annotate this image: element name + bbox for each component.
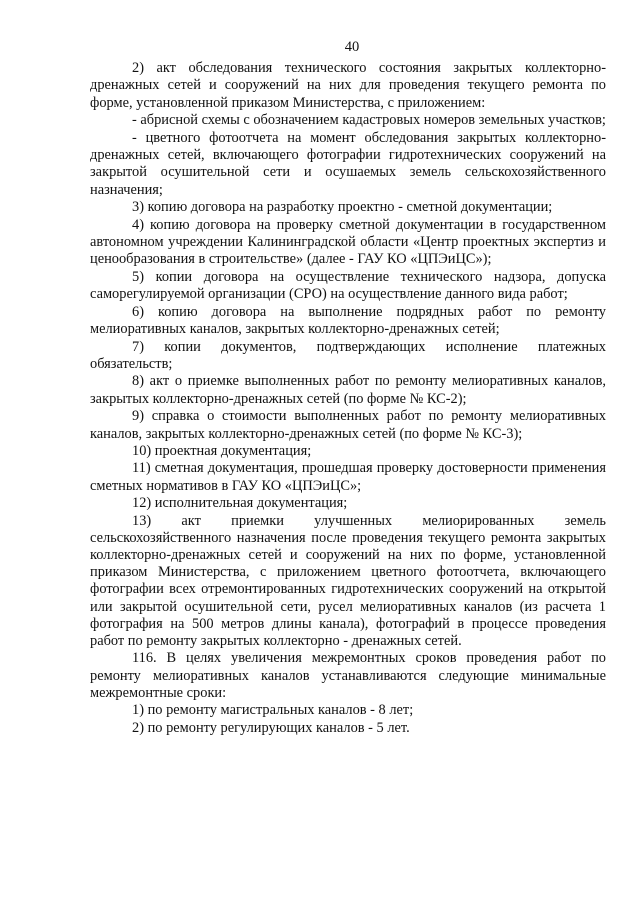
paragraph-item-7: 7) копии документов, подтверждающих исполнение платежных обязательств; bbox=[90, 338, 606, 372]
paragraph-subitem-photo-report: - цветного фотоотчета на момент обследования закрытых коллекторно-дренажных сетей, включающего фотографии гидротехнических сооружений на закрытой осушительной сети и осушаемых земель сельскохозяйственного назначения; bbox=[90, 129, 606, 198]
paragraph-subitem-scheme: - абрисной схемы с обозначением кадастровых номеров земельных участков; bbox=[132, 112, 606, 129]
paragraph-item-6: 6) копию договора на выполнение подрядных работ по ремонту мелиоративных каналов, закрытых коллекторно-дренажных сетей; bbox=[90, 303, 606, 338]
page-number: 40 bbox=[344, 39, 360, 55]
paragraph-item-3: 3) копию договора на разработку проектно - сметной документации; bbox=[132, 199, 553, 216]
paragraph-section-116: 116. В целях увеличения межремонтных сроков проведения работ по ремонту мелиоративных каналов устанавливаются следующие минимальные межремонтные сроки: bbox=[90, 650, 606, 701]
paragraph-item-2: 2) акт обследования технического состояния закрытых коллекторно-дренажных сетей и сооружений на них для проведения текущего ремонта по форме, установленной приказом Министерства, с приложением: bbox=[90, 60, 606, 111]
paragraph-item-9: 9) справка о стоимости выполненных работ по ремонту мелиоративных каналов, закрытых коллекторно-дренажных сетей (по форме № КС-3); bbox=[90, 408, 606, 442]
paragraph-item-11: 11) сметная документация, прошедшая проверку достоверности применения сметных нормативов в ГАУ КО «ЦПЭиЦС»; bbox=[90, 460, 606, 494]
paragraph-term-main-canals: 1) по ремонту магистральных каналов - 8 лет; bbox=[132, 702, 414, 719]
paragraph-term-regulating-canals: 2) по ремонту регулирующих каналов - 5 лет. bbox=[132, 719, 410, 736]
paragraph-item-5: 5) копии договора на осуществление технического надзора, допуска саморегулируемой организации (СРО) на осуществление данного вида работ; bbox=[90, 268, 606, 303]
document-body bbox=[90, 60, 606, 737]
paragraph-item-4: 4) копию договора на проверку сметной документации в государственном автономном учреждении Калининградской области «Центр проектных экспертиз и ценообразования в строительстве» (далее - ГАУ КО «ЦПЭиЦС»); bbox=[90, 216, 606, 268]
paragraph-item-10: 10) проектная документация; bbox=[132, 442, 312, 459]
paragraph-item-8: 8) акт о приемке выполненных работ по ремонту мелиоративных каналов, закрытых коллекторно-дренажных сетей (по форме № КС-2); bbox=[90, 373, 606, 407]
paragraph-item-13: 13) акт приемки улучшенных мелиорированных земель сельскохозяйственного назначения после проведения текущего ремонта закрытых коллекторно-дренажных сетей и сооружений на них по форме, установленной приказом Министерства, с приложением цветного фотоотчета, включающего фотографии всех отремонтированных гидротехнических сооружений на открытой или закрытой осушительной сети, русел мелиоративных каналов (из расчета 1 фотография на 500 метров длины канала), фотографий в процессе проведения работ по ремонту закрытых коллекторно - дренажных сетей. bbox=[90, 512, 606, 649]
paragraph-item-12: 12) исполнительная документация; bbox=[132, 495, 348, 512]
